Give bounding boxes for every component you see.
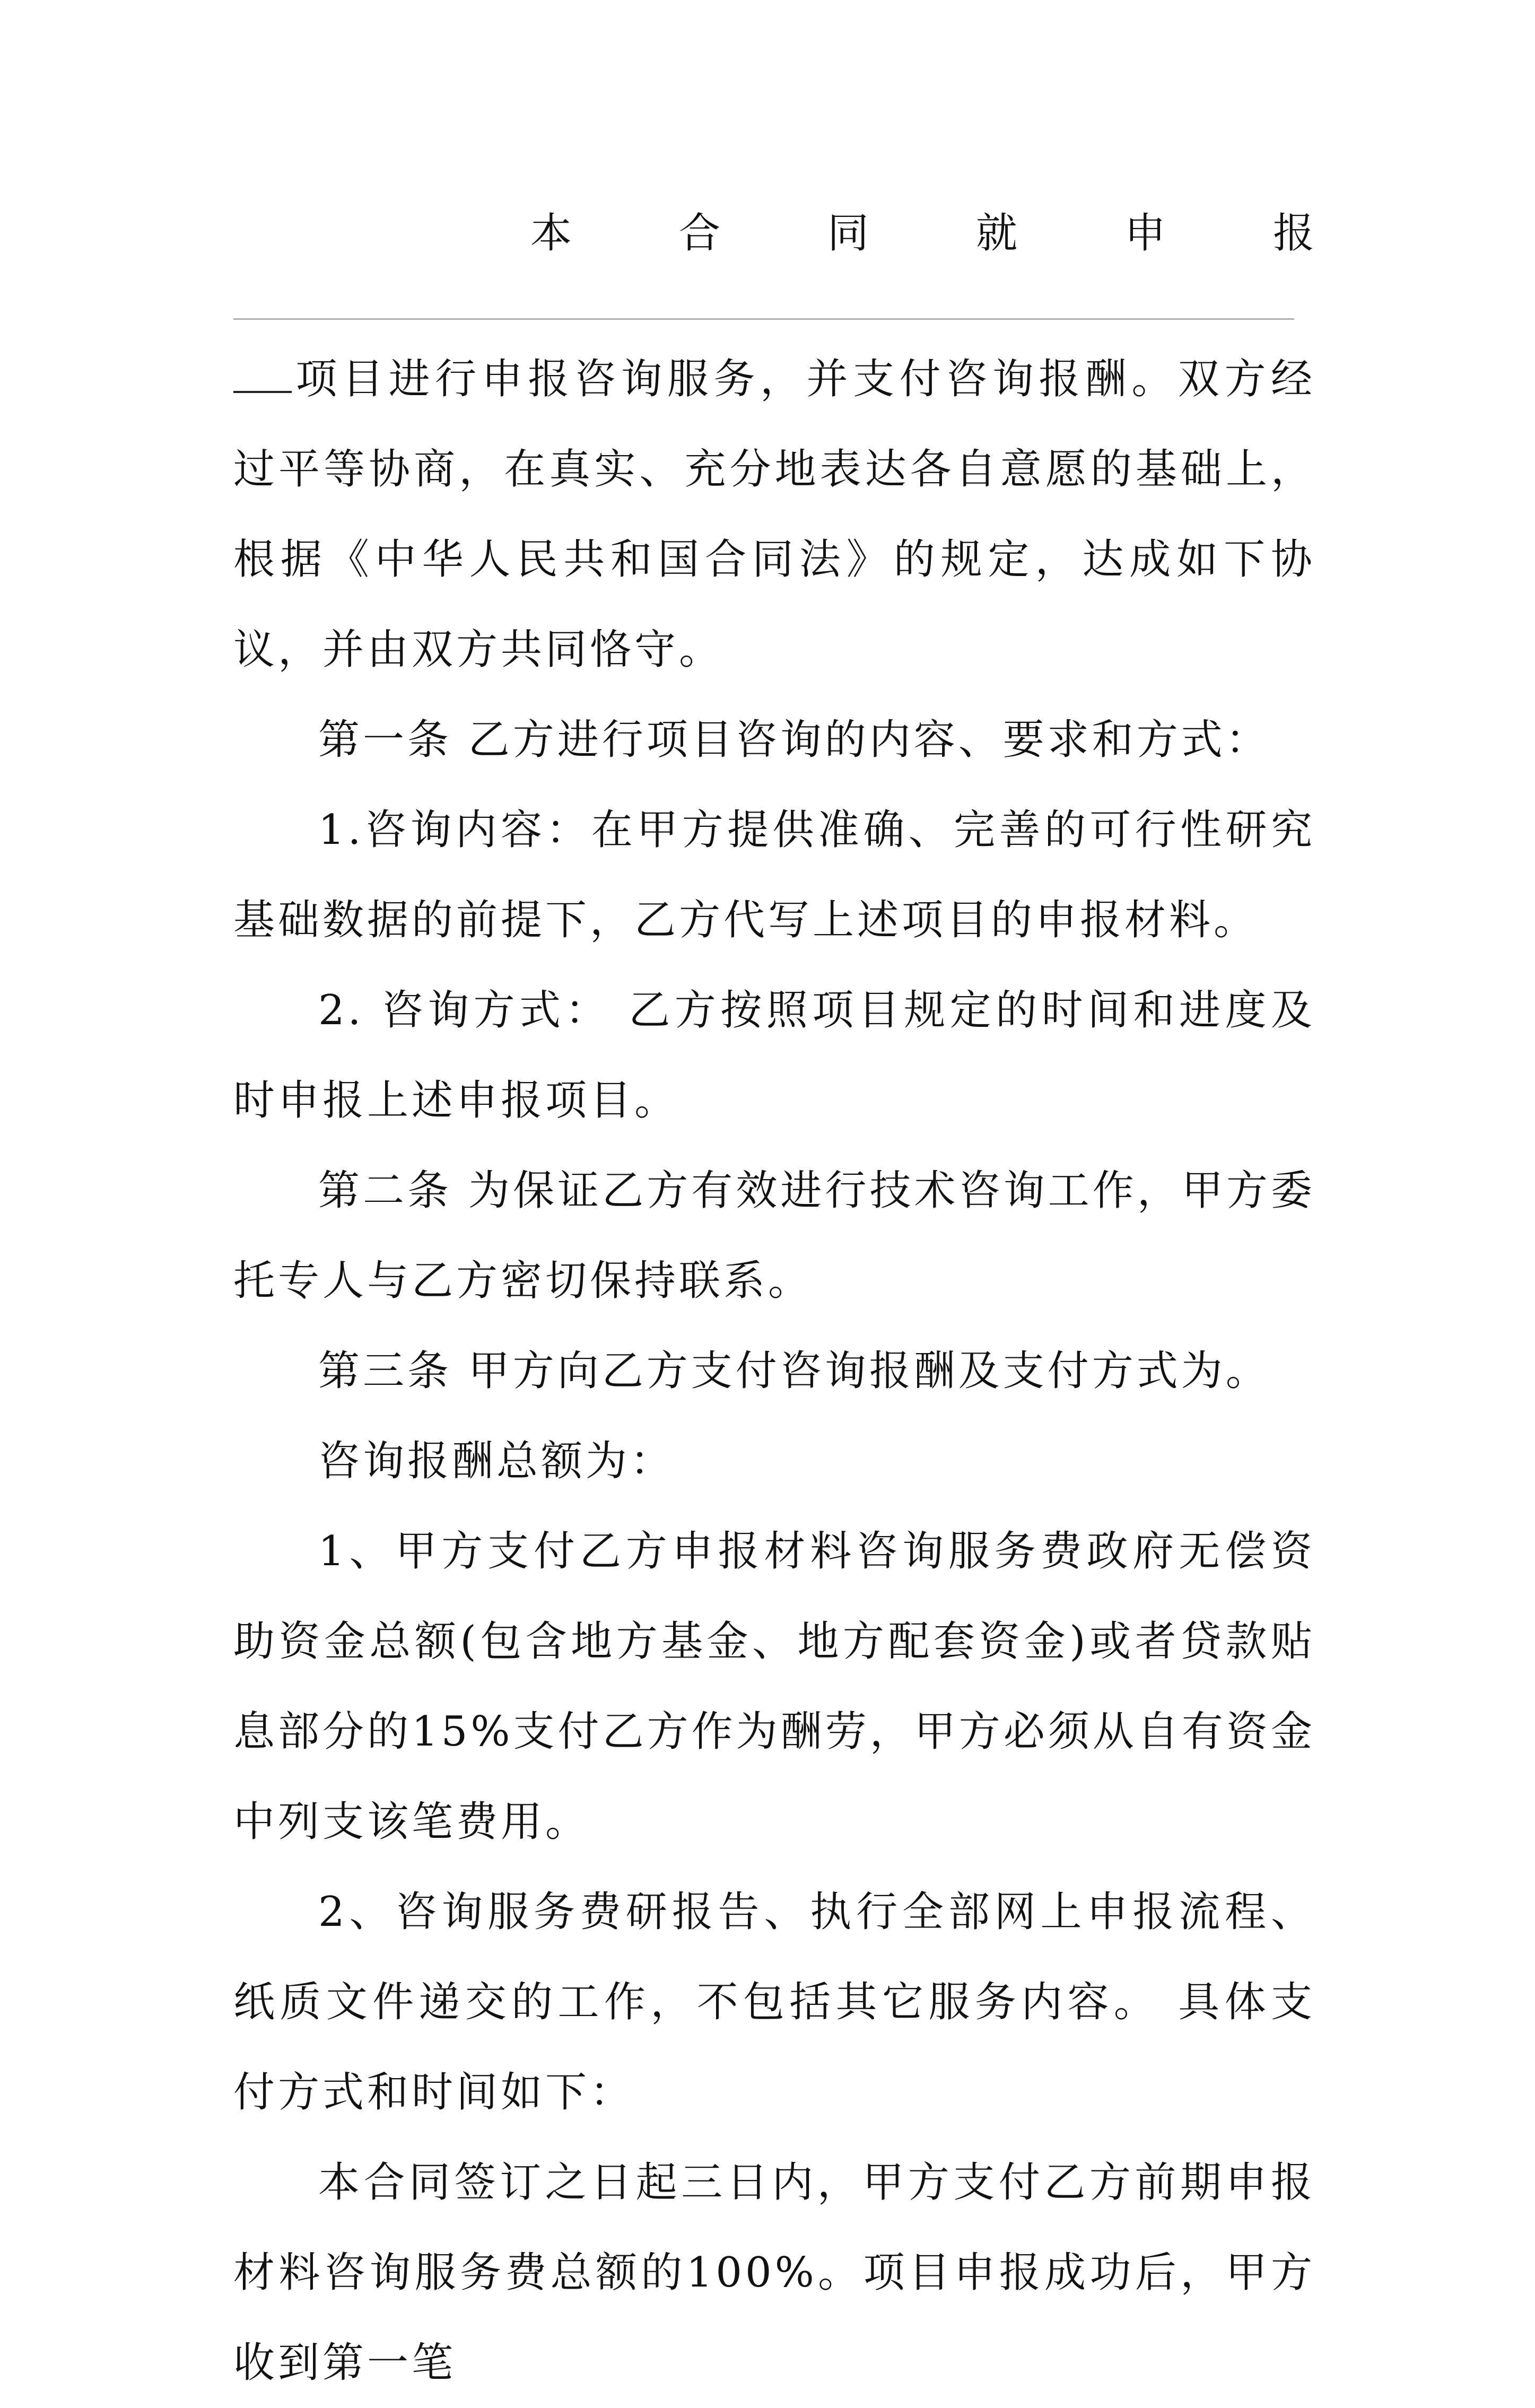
header-divider <box>233 318 1294 320</box>
paragraph-item-1: 1.咨询内容：在甲方提供准确、完善的可行性研究基础数据的前提下，乙方代写上述项目的申报材料。 <box>233 806 1315 944</box>
paragraph-fee-total: 咨询报酬总额为： <box>318 1437 675 1485</box>
paragraph-payment-schedule: 本合同签订之日起三日内，甲方支付乙方前期申报材料咨询服务费总额的100%。项目申报成功后，甲方收到第一笔 <box>233 2159 1315 2387</box>
heading-char: 申 <box>1124 210 1166 257</box>
heading-char: 同 <box>827 210 869 257</box>
paragraph-article-1: 第一条 乙方进行项目咨询的内容、要求和方式： <box>318 716 1270 764</box>
paragraph-article-3: 第三条 甲方向乙方支付咨询报酬及支付方式为。 <box>318 1347 1270 1395</box>
paragraph-article-2: 第二条 为保证乙方有效进行技术咨询工作，甲方委托专人与乙方密切保持联系。 <box>233 1167 1315 1305</box>
heading-char: 合 <box>679 210 721 257</box>
paragraph-text: 项目进行申报咨询服务，并支付咨询报酬。双方经过平等协商，在真实、充分地表达各自意愿的基础上，根据《中华人民共和国合同法》的规定，达成如下协议，并由双方共同恪守。 <box>233 355 1315 674</box>
contract-body <box>233 334 1315 2408</box>
paragraph-intro <box>233 334 1315 695</box>
paragraph-fee-item-2: 2、咨询服务费研报告、执行全部网上申报流程、纸质文件递交的工作，不包括其它服务内容。 具体支付方式和时间如下： <box>233 1888 1315 2116</box>
fill-in-blank <box>233 354 292 393</box>
contract-heading <box>233 202 1315 265</box>
paragraph-fee-item-1: 1、甲方支付乙方申报材料咨询服务费政府无偿资助资金总额(包含地方基金、地方配套资金)或者贷款贴息部分的15%支付乙方作为酬劳，甲方必须从自有资金中列支该笔费用。 <box>233 1528 1315 1846</box>
heading-char: 本 <box>530 210 572 257</box>
paragraph-item-2: 2. 咨询方式： 乙方按照项目规定的时间和进度及时申报上述申报项目。 <box>233 987 1315 1124</box>
heading-char: 报 <box>1273 210 1315 257</box>
heading-char: 就 <box>976 210 1018 257</box>
